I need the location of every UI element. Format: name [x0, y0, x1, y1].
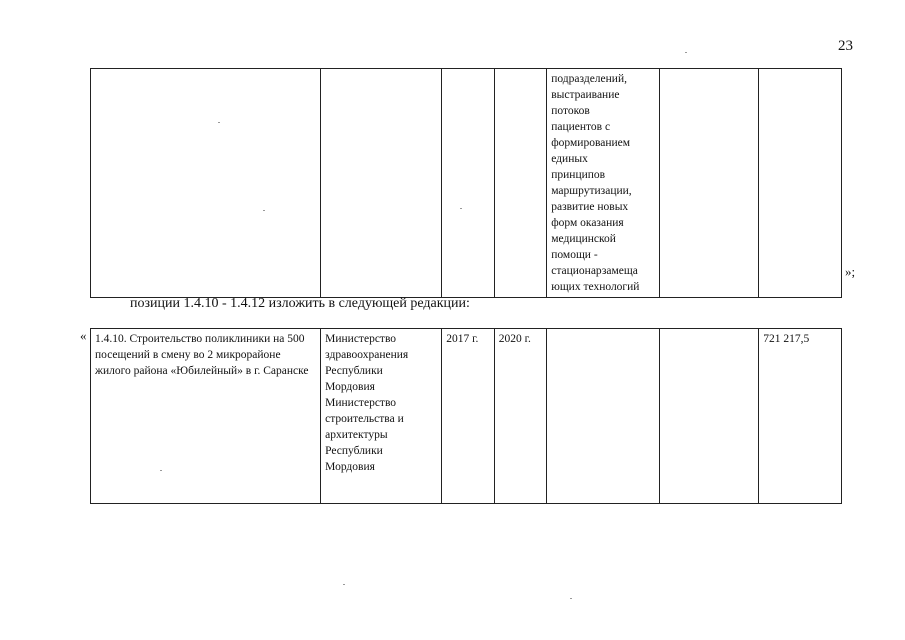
opening-quote: « — [80, 328, 87, 343]
table-cell — [547, 329, 660, 504]
table-cell — [442, 69, 494, 298]
page-number: 23 — [838, 38, 853, 54]
table-cell — [91, 69, 321, 298]
table-row — [91, 69, 842, 298]
table-cell — [759, 69, 842, 298]
scan-speck — [343, 584, 345, 585]
table-row — [91, 329, 842, 504]
table-cell-start-year: 2017 г. — [442, 329, 494, 504]
scan-speck — [218, 122, 220, 123]
table-cell-end-year: 2020 г. — [494, 329, 546, 504]
table-cell — [660, 329, 759, 504]
table-cell — [494, 69, 546, 298]
table-cell-amount: 721 217,5 — [759, 329, 842, 504]
closing-quote: »; — [845, 264, 856, 279]
table-cell-project-name: 1.4.10. Строительство поликлиники на 500 посещений в смену во 2 микрорайоне жилого района «Юбилейный» в г. Саранске — [91, 329, 321, 504]
scan-speck — [263, 210, 265, 211]
table-cell-executor: Министерство здравоохранения Республики Мордовия Министерство строительства и архитектуры Республики Мордовия — [321, 329, 442, 504]
scan-speck — [460, 208, 462, 209]
instruction-text: позиции 1.4.10 - 1.4.12 изложить в следующей редакции: — [130, 296, 470, 311]
scan-speck — [570, 598, 572, 599]
table-cell — [660, 69, 759, 298]
scan-speck — [160, 470, 162, 471]
revised-positions-table — [90, 328, 842, 504]
table-cell — [321, 69, 442, 298]
continuation-table — [90, 68, 842, 298]
table-cell-description: подразделений, выстраивание потоков пациентов с формированием единых принципов маршрутизации, развитие новых форм оказания медицинской помощи - стационарзамеща ющих технологий — [547, 69, 660, 298]
scan-speck — [685, 52, 687, 53]
